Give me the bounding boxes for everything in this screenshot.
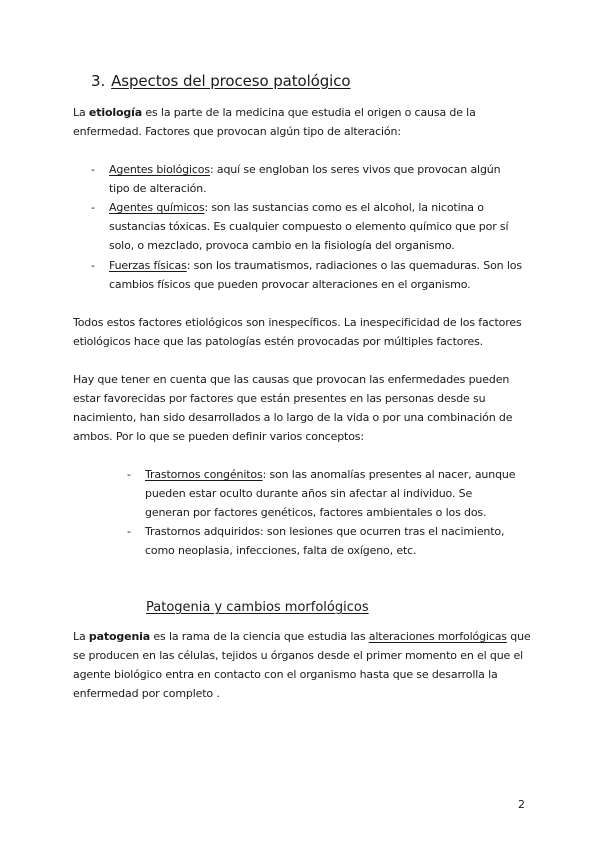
section-number: 3.	[91, 72, 106, 90]
section-heading	[91, 72, 350, 90]
paragraph-inespecificos: Todos estos factores etiológicos son inespecíficos. La inespecificidad de los factores etiológicos hace que las patologías estén provocadas por múltiples factores.	[73, 316, 522, 348]
intro-paragraph	[73, 103, 533, 141]
factor-term: Agentes biológicos	[109, 163, 210, 176]
factor-text: : son los traumatismos, radiaciones o las quemaduras. Son los cambios físicos que pueden provocar alteraciones en el organismo.	[109, 259, 522, 291]
intro-post: es la parte de la medicina que estudia el origen o causa de la enfermedad. Factores que provocan algún tipo de alteración:	[73, 106, 476, 138]
paragraph-causas: Hay que tener en cuenta que las causas que provocan las enfermedades pueden estar favorecidas por factores que están presentes en las personas desde su nacimiento, han sido desarrollados a lo largo de la vida o por una combinación de ambos. Por lo que se pueden definir varios conceptos:	[73, 373, 513, 443]
section-title: Aspectos del proceso patológico	[111, 72, 351, 90]
term-alteraciones: alteraciones morfológicas	[368, 630, 507, 643]
bullet-dash: -	[127, 525, 131, 538]
list-item	[127, 522, 525, 560]
factor-text: : son las sustancias como es el alcohol, la nicotina o sustancias tóxicas. Es cualquier compuesto o elemento químico que por sí solo, o mezclado, provoca cambio en la fisiología del organismo.	[109, 201, 509, 252]
concept-term: Trastornos congénitos	[145, 468, 263, 481]
factor-term: Agentes químicos	[109, 201, 205, 214]
bullet-dash: -	[91, 163, 95, 176]
term-patogenia: patogenia	[88, 630, 151, 643]
bullet-dash: -	[91, 259, 95, 272]
concept-text: : son las anomalías presentes al nacer, aunque pueden estar oculto durante años sin afectar al individuo. Se generan por factores genéticos, factores ambientales o los dos.	[145, 468, 516, 519]
bullet-dash: -	[91, 201, 95, 214]
intro-pre: La	[73, 106, 89, 119]
concept-text: Trastornos adquiridos: son lesiones que ocurren tras el nacimiento, como neoplasia, infecciones, falta de oxígeno, etc.	[145, 525, 505, 557]
term-etiologia: etiología	[88, 106, 143, 119]
factor-term: Fuerzas físicas	[109, 259, 187, 272]
list-item	[91, 256, 524, 294]
page-number: 2	[518, 798, 525, 811]
factor-text: : aquí se engloban los seres vivos que provocan algún tipo de alteración.	[109, 163, 501, 195]
list-item	[91, 198, 524, 255]
list-item	[91, 160, 524, 198]
bullet-dash: -	[127, 468, 131, 481]
list-item	[127, 465, 520, 522]
patogenia-mid: es la rama de la ciencia que estudia las	[150, 630, 369, 643]
patogenia-pre: La	[73, 630, 89, 643]
patogenia-post: que se producen en las células, tejidos u órganos desde el primer momento en el que el agente biológico entra en contacto con el organismo hasta que se desarrolla la enfermedad por completo .	[73, 630, 531, 700]
patogenia-paragraph	[73, 627, 533, 703]
subheading-patogenia: Patogenia y cambios morfológicos	[146, 600, 369, 615]
